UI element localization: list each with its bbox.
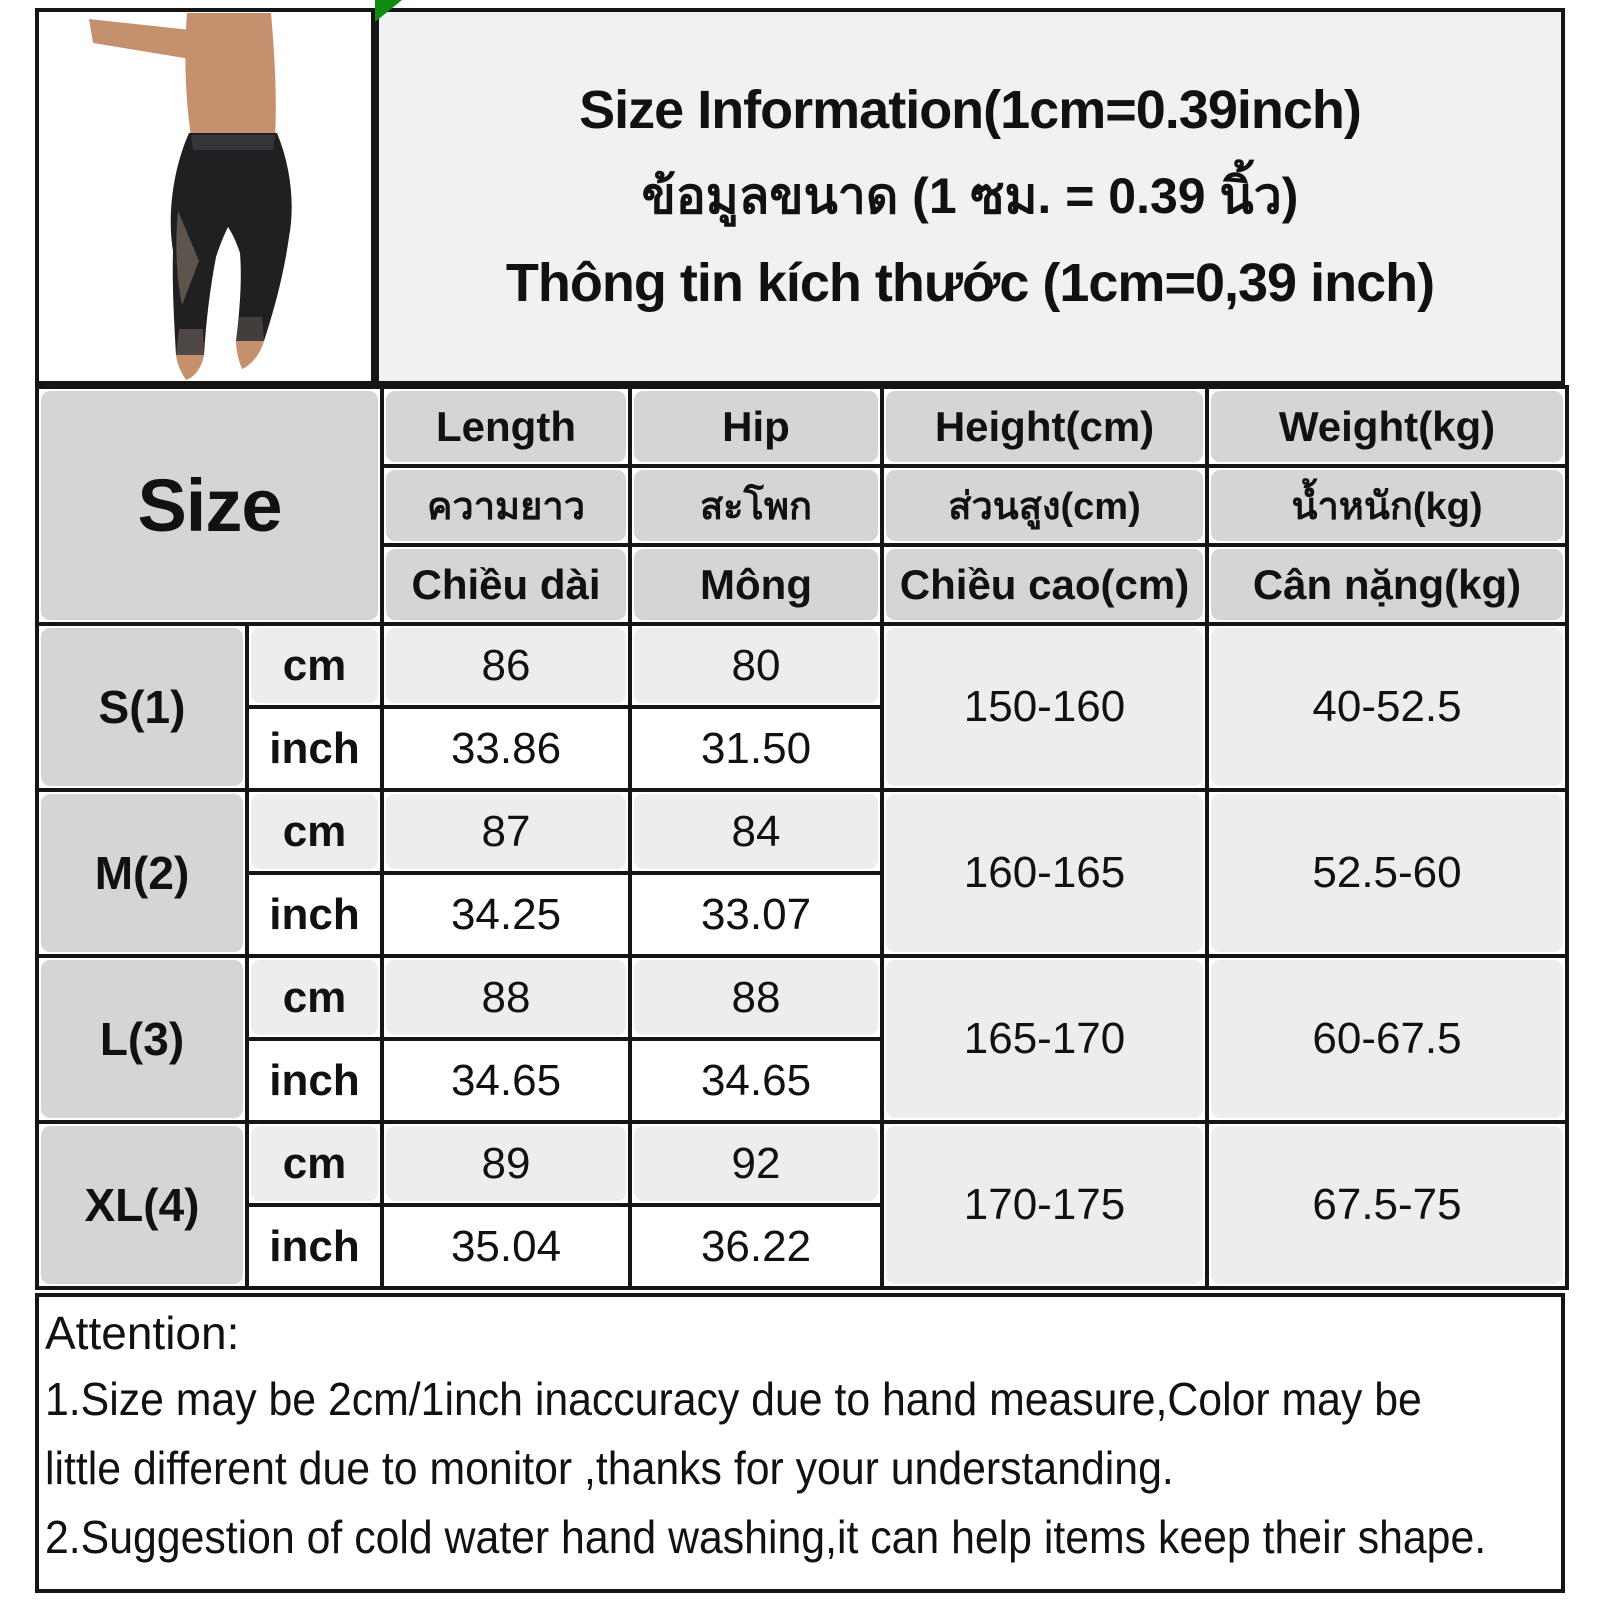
row-l-height-cell [882, 956, 1207, 1122]
header-hip-th: สะโพก [634, 470, 878, 541]
row-l-unit-inch-cell [247, 1039, 382, 1122]
row-s-length-cm-cell [382, 624, 630, 707]
row-l-hip-inch: 34.65 [634, 1043, 878, 1118]
row-m-unit-inch-cell [247, 873, 382, 956]
row-s-hip-inch: 31.50 [634, 711, 878, 786]
row-s-unit-inch-cell [247, 707, 382, 790]
row-m-height-cell [882, 790, 1207, 956]
row-m-hip-inch-cell [630, 873, 882, 956]
header-weight-vi: Cân nặng(kg) [1211, 549, 1563, 620]
row-s-unit-inch: inch [251, 711, 378, 786]
row-s-height-cell [882, 624, 1207, 790]
row-s-hip-cm: 80 [634, 628, 878, 703]
row-xl-unit-cm-cell [247, 1122, 382, 1205]
row-s-unit-cm-cell [247, 624, 382, 707]
mesh-panel-ankle-right [236, 317, 264, 341]
row-s-size-label: S(1) [41, 628, 243, 786]
header-height-th: ส่วนสูง(cm) [886, 470, 1203, 541]
row-l-length-cm-cell [382, 956, 630, 1039]
row-xl-length-cm-cell [382, 1122, 630, 1205]
header-weight-vi-cell [1207, 545, 1567, 624]
header-height-th-cell [882, 466, 1207, 545]
title-thai: ข้อมูลขนาด (1 ซม. = 0.39 นิ้ว) [641, 168, 1299, 224]
size-information-title-box [375, 8, 1565, 385]
row-l-hip-inch-cell [630, 1039, 882, 1122]
row-l-length-inch-cell [382, 1039, 630, 1122]
row-l-weight-cell [1207, 956, 1567, 1122]
row-l-unit-inch: inch [251, 1043, 378, 1118]
row-m-size-cell [37, 790, 247, 956]
green-corner-flag-icon [375, 0, 402, 22]
attention-line-1: 1.Size may be 2cm/1inch inaccuracy due to hand measure,Color may be little different due to monitor ,thanks for your understanding. [45, 1373, 1422, 1495]
model-torso [185, 13, 275, 137]
row-xl-length-inch-cell [382, 1205, 630, 1288]
row-xl-height-cell [882, 1122, 1207, 1288]
header-weight-en: Weight(kg) [1211, 391, 1563, 462]
row-xl-hip-inch: 36.22 [634, 1209, 878, 1284]
header-weight-th: น้ำหนัก(kg) [1211, 470, 1563, 541]
row-s-size-cell [37, 624, 247, 790]
attention-title: Attention: [45, 1307, 240, 1359]
header-hip-vi-cell [630, 545, 882, 624]
row-m-size-label: M(2) [41, 794, 243, 952]
title-vietnamese: Thông tin kích thước (1cm=0,39 inch) [505, 253, 1435, 313]
header-weight-en-cell [1207, 387, 1567, 466]
row-s-length-inch: 33.86 [386, 711, 626, 786]
row-xl-size-cell [37, 1122, 247, 1288]
header-length-th: ความยาว [386, 470, 626, 541]
header-height-vi: Chiều cao(cm) [886, 549, 1203, 620]
row-l-height-range: 165-170 [886, 960, 1203, 1118]
header-hip-en: Hip [634, 391, 878, 462]
row-m-weight-range: 52.5-60 [1211, 794, 1563, 952]
size-header-cell [37, 387, 382, 624]
header-height-en-cell [882, 387, 1207, 466]
row-xl-weight-range: 67.5-75 [1211, 1126, 1563, 1284]
size-table [35, 385, 1569, 1290]
row-l-length-cm: 88 [386, 960, 626, 1035]
row-xl-length-inch: 35.04 [386, 1209, 626, 1284]
row-l-weight-range: 60-67.5 [1211, 960, 1563, 1118]
row-m-length-cm: 87 [386, 794, 626, 869]
mesh-panel-ankle-left [176, 329, 204, 355]
header-height-en: Height(cm) [886, 391, 1203, 462]
row-s-hip-inch-cell [630, 707, 882, 790]
row-m-weight-cell [1207, 790, 1567, 956]
row-s-height-range: 150-160 [886, 628, 1203, 786]
row-l-unit-cm: cm [251, 960, 378, 1035]
row-m-length-inch-cell [382, 873, 630, 956]
row-s-weight-cell [1207, 624, 1567, 790]
model-foot-right [236, 341, 264, 369]
row-m-length-cm-cell [382, 790, 630, 873]
header-length-th-cell [382, 466, 630, 545]
row-l-size-cell [37, 956, 247, 1122]
product-photo-box [35, 8, 375, 385]
row-l-size-label: L(3) [41, 960, 243, 1118]
row-s-length-cm: 86 [386, 628, 626, 703]
row-xl-length-cm: 89 [386, 1126, 626, 1201]
model-foot-left [176, 355, 204, 380]
leggings-product-image [39, 12, 371, 381]
row-s-length-inch-cell [382, 707, 630, 790]
row-l-unit-cm-cell [247, 956, 382, 1039]
row-xl-unit-cm: cm [251, 1126, 378, 1201]
row-xl-hip-cm-cell [630, 1122, 882, 1205]
leggings-waistband [191, 135, 275, 150]
attention-box [35, 1293, 1565, 1593]
row-s-weight-range: 40-52.5 [1211, 628, 1563, 786]
row-xl-hip-inch-cell [630, 1205, 882, 1288]
header-length-en-cell [382, 387, 630, 466]
row-s-hip-cm-cell [630, 624, 882, 707]
row-l-length-inch: 34.65 [386, 1043, 626, 1118]
row-xl-size-label: XL(4) [41, 1126, 243, 1284]
row-m-unit-inch: inch [251, 877, 378, 952]
row-m-height-range: 160-165 [886, 794, 1203, 952]
row-m-hip-inch: 33.07 [634, 877, 878, 952]
row-m-length-inch: 34.25 [386, 877, 626, 952]
size-header-label: Size [41, 391, 378, 620]
header-hip-en-cell [630, 387, 882, 466]
row-s-unit-cm: cm [251, 628, 378, 703]
row-xl-hip-cm: 92 [634, 1126, 878, 1201]
row-l-hip-cm-cell [630, 956, 882, 1039]
row-m-unit-cm: cm [251, 794, 378, 869]
header-length-vi: Chiều dài [386, 549, 626, 620]
header-weight-th-cell [1207, 466, 1567, 545]
row-m-hip-cm: 84 [634, 794, 878, 869]
row-m-hip-cm-cell [630, 790, 882, 873]
header-length-en: Length [386, 391, 626, 462]
header-hip-th-cell [630, 466, 882, 545]
header-hip-vi: Mông [634, 549, 878, 620]
row-m-unit-cm-cell [247, 790, 382, 873]
title-english: Size Information(1cm=0.39inch) [579, 80, 1361, 140]
header-height-vi-cell [882, 545, 1207, 624]
row-xl-unit-inch: inch [251, 1209, 378, 1284]
row-xl-weight-cell [1207, 1122, 1567, 1288]
row-l-hip-cm: 88 [634, 960, 878, 1035]
attention-line-2: 2.Suggestion of cold water hand washing,it can help items keep their shape. [45, 1511, 1487, 1564]
header-length-vi-cell [382, 545, 630, 624]
row-xl-height-range: 170-175 [886, 1126, 1203, 1284]
row-xl-unit-inch-cell [247, 1205, 382, 1288]
